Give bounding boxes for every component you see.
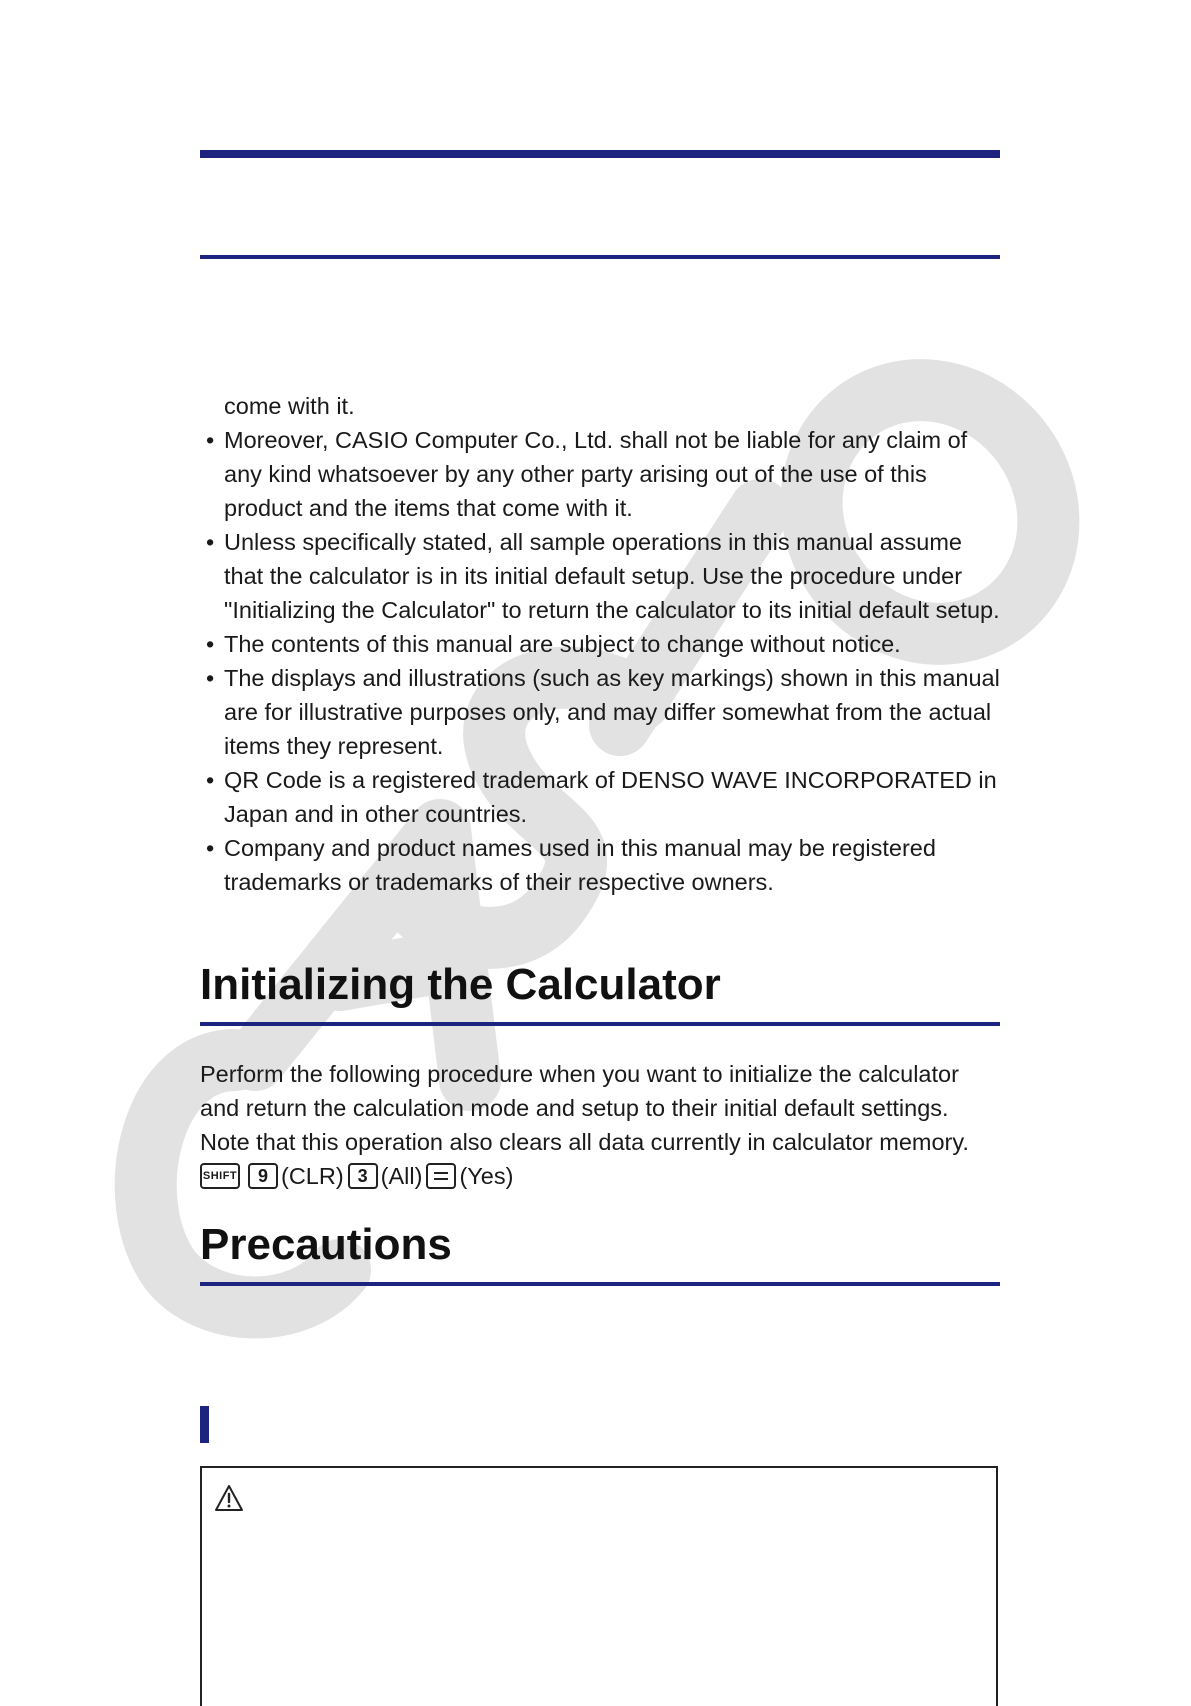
initializing-heading-rule — [200, 1022, 1000, 1026]
top-thin-rule — [200, 255, 1000, 259]
top-thick-rule — [200, 150, 1000, 158]
nine-key-icon: 9 — [248, 1163, 278, 1189]
list-item: • Company and product names used in this manual may be registered trademarks or trademarks of their respective owners. — [200, 831, 1000, 899]
precautions-heading: Precautions — [200, 1220, 452, 1269]
equals-key-icon — [426, 1163, 456, 1189]
initializing-heading: Initializing the Calculator — [200, 960, 721, 1009]
precautions-heading-rule — [200, 1282, 1000, 1286]
subsection-marker — [200, 1406, 209, 1443]
notice-list — [200, 389, 1000, 899]
list-item: • Moreover, CASIO Computer Co., Ltd. shall not be liable for any claim of any kind whatsoever by any other party arising out of the use of this product and the items that come with it. — [200, 423, 1000, 525]
three-key-icon: 3 — [348, 1163, 378, 1189]
list-item: • The contents of this manual are subject to change without notice. — [200, 627, 1000, 661]
list-item: • QR Code is a registered trademark of DENSO WAVE INCORPORATED in Japan and in other countries. — [200, 763, 1000, 831]
warning-box — [200, 1466, 998, 1706]
clr-label: (CLR) — [281, 1162, 344, 1189]
list-item: • The displays and illustrations (such as key markings) shown in this manual are for illustrative purposes only, and may differ somewhat from the actual items they represent. — [200, 661, 1000, 763]
key-sequence — [200, 1159, 517, 1193]
yes-label: (Yes) — [459, 1162, 514, 1189]
list-item: • Unless specifically stated, all sample operations in this manual assume that the calculator is in its initial default setup. Use the procedure under "Initializing the Calculator" to return the calculator to its initial default setup. — [200, 525, 1000, 627]
list-item: come with it. — [224, 393, 355, 419]
warning-icon — [214, 1484, 244, 1512]
initializing-paragraph: Perform the following procedure when you want to initialize the calculator and return the calculation mode and setup to their initial default settings. Note that this operation also clears all data currently in calculator memory. — [200, 1061, 969, 1155]
all-label: (All) — [380, 1162, 423, 1189]
shift-key-icon: SHIFT — [200, 1163, 240, 1189]
